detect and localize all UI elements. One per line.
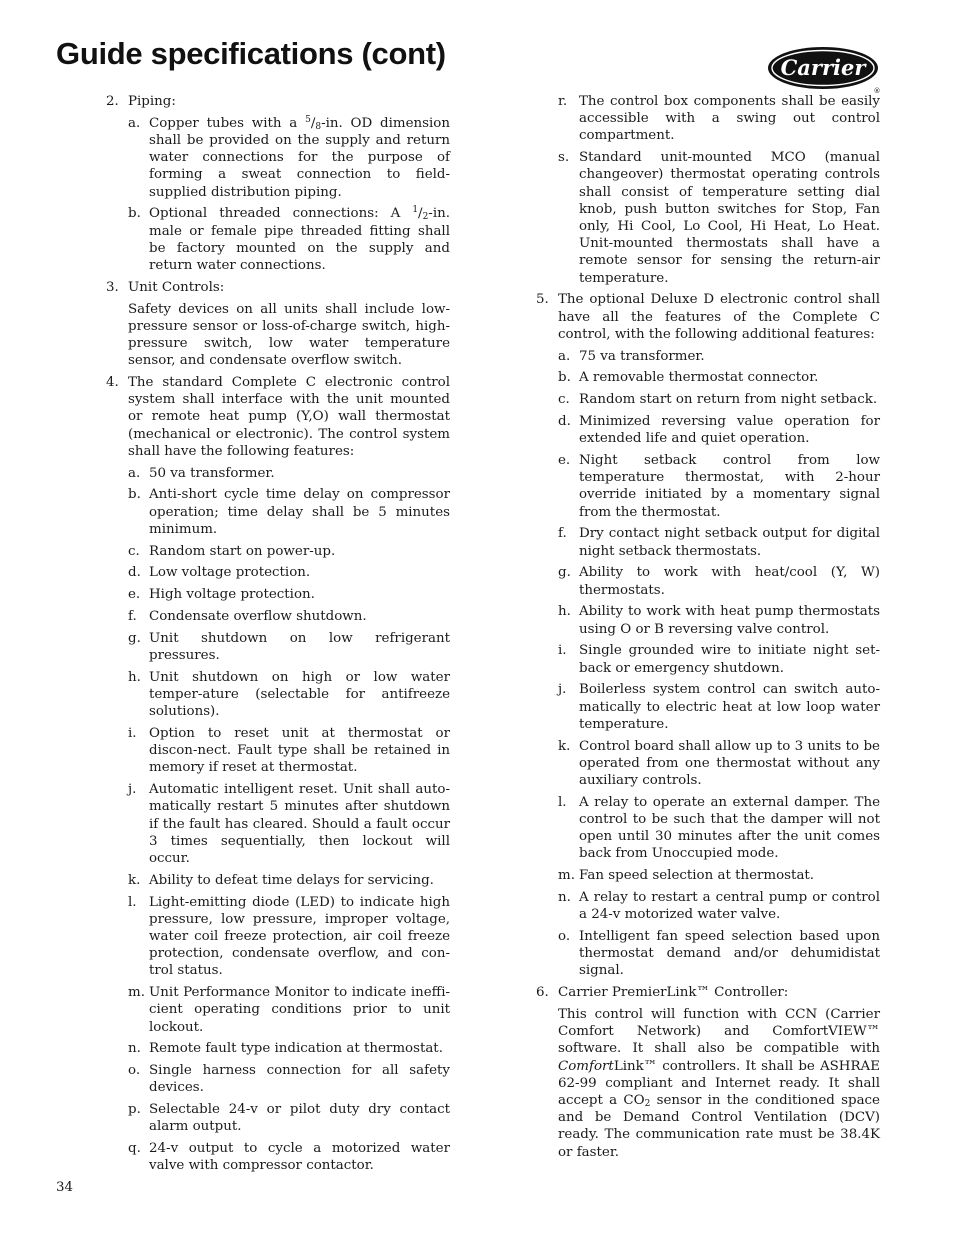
list-item: g. Ability to work with heat/cool (Y, W) thermostats. <box>558 565 880 598</box>
section-unit-controls <box>106 279 450 370</box>
list-item: a. 50 va transformer. <box>128 465 275 481</box>
section-complete-c <box>106 374 450 1175</box>
list-item: b. Optional threaded connections: A $^1/_2-in$. male or female pipe threaded fitting shall be factory mounted on the supply and return water connections. <box>128 205 450 274</box>
right-column <box>536 93 880 1165</box>
section-deluxe-d <box>536 291 880 979</box>
list-item: b. Anti-short cycle time delay on compressor operation; time delay shall be 5 minutes minimum. <box>128 487 450 537</box>
list-item: g. Unit shutdown on low refrigerant pressures. <box>128 630 450 664</box>
list-item: i. Option to reset unit at thermostat or discon-nect. Fault type shall be retained in memory if reset at thermostat. <box>128 726 450 776</box>
page-title: Guide specifications (cont) <box>56 36 446 71</box>
list-item: l. A relay to operate an external damper. The control to be such that the damper will not open until 30 minutes after the unit comes back from Unoccupied mode. <box>558 794 880 862</box>
page-number: 34 <box>56 1180 74 1195</box>
list-item: d. Low voltage protection. <box>128 565 311 581</box>
list-item: a. Copper tubes with a $^5/_8-in$. OD dimension shall be provided on the supply and return water connections for the purpose of forming a sweat connection to field-supplied distribution piping. <box>128 114 450 200</box>
list-item: s. Standard unit-mounted MCO (manual changeover) thermostat operating controls shall consist of temperature setting dial knob, push button switches for Stop, Fan only, Hi Cool, Lo Cool, Hi Heat, Lo Heat. Unit-mounted thermostats shall have a remote sensor for sensing the return-air temperature. <box>558 150 880 286</box>
section-number: 4. <box>106 375 119 391</box>
carrier-logo <box>767 46 883 94</box>
list-item: o. Single harness connection for all safety devices. <box>128 1063 450 1096</box>
section-paragraph: This control will function with CCN (Carrier Comfort Network) and ComfortVIEW™ software. It shall also be compatible with ComfortLink™ controllers. It shall be ASHRAE 62-99 compliant and Internet ready. It shall accept a $CO_2$ sensor in the conditioned space and be Demand Control Ventilation (DCV) ready. The communication rate must be 38.4K or faster. <box>558 1007 880 1160</box>
list-item: a. 75 va transformer. <box>558 348 705 364</box>
list-item: e. Night setback control from low temperature thermostat, with 2-hour override initiated by a momentary signal from the thermostat. <box>558 453 880 520</box>
list-item: m. Fan speed selection at thermostat. <box>558 868 815 884</box>
logo-wordmark: Carrier <box>780 55 866 80</box>
logo-registered-mark: ® <box>873 87 881 94</box>
list-item: n. Remote fault type indication at thermostat. <box>128 1041 443 1057</box>
list-item: q. 24-v output to cycle a motorized water valve with compressor contactor. <box>128 1141 450 1174</box>
list-item: i. Single grounded wire to initiate night set-back or emergency shutdown. <box>558 643 880 676</box>
list-item: h. Unit shutdown on high or low water temper-ature (selectable for antifreeze solutions). <box>128 669 450 720</box>
section-title: Unit Controls: <box>128 279 225 295</box>
list-item: c. Random start on power-up. <box>128 543 336 559</box>
list-item: f. Dry contact night setback output for digital night setback thermostats. <box>558 526 880 559</box>
section-title: Carrier PremierLink™ Controller: <box>558 985 789 1001</box>
section-intro: The optional Deluxe D electronic control shall have all the features of the Complete C control, with the following additional features: <box>558 292 880 342</box>
list-item: e. High voltage protection. <box>128 587 315 603</box>
section-number: 2. <box>106 94 119 109</box>
section-premierlink <box>536 984 880 1161</box>
section-piping <box>106 93 450 274</box>
left-column <box>106 93 450 1179</box>
section-number: 5. <box>536 292 549 308</box>
list-item: c. Random start on return from night setback. <box>558 392 878 408</box>
section-intro: The standard Complete C electronic control system shall interface with the unit mounted or remote heat pump (Y,O) wall thermostat (mechanical or electronic). The control system shall have the following features: <box>128 375 450 459</box>
list-item: f. Condensate overflow shutdown. <box>128 609 367 625</box>
list-item: k. Control board shall allow up to 3 units to be operated from one thermostat without any auxiliary controls. <box>558 738 880 789</box>
list-item: k. Ability to defeat time delays for servicing. <box>128 872 434 888</box>
list-item: n. A relay to restart a central pump or control a 24-v motorized water valve. <box>558 890 880 923</box>
list-item: o. Intelligent fan speed selection based upon thermostat demand and/or dehumidistat signal. <box>558 929 880 979</box>
list-item: r. The control box components shall be easily accessible with a swing out control compartment. <box>558 94 880 144</box>
list-item: d. Minimized reversing value operation for extended life and quiet operation. <box>558 414 880 447</box>
section-paragraph: Safety devices on all units shall include low-pressure sensor or loss-of-charge switch, high-pressure switch, low water temperature sensor, and condensate overflow switch. <box>128 301 450 369</box>
list-item: j. Automatic intelligent reset. Unit shall auto-matically restart 5 minutes after shutdown if the fault has cleared. Should a fault occur 3 times sequentially, then lockout will occur. <box>128 782 450 867</box>
section-title: Piping: <box>128 94 176 109</box>
list-item: l. Light-emitting diode (LED) to indicate high pressure, low pressure, improper voltage, water coil freeze protection, air coil freeze protection, condensate overflow, and con-trol status. <box>128 894 450 979</box>
list-item: j. Boilerless system control can switch auto-matically to electric heat at low loop water temperature. <box>558 682 880 732</box>
section-number: 3. <box>106 279 119 295</box>
list-item: p. Selectable 24-v or pilot duty dry contact alarm output. <box>128 1102 450 1135</box>
section-number: 6. <box>536 985 549 1001</box>
list-item: m. Unit Performance Monitor to indicate ineffi-cient operating conditions prior to unit lockout. <box>128 985 450 1035</box>
list-item: b. A removable thermostat connector. <box>558 370 819 386</box>
list-item: h. Ability to work with heat pump thermostats using O or B reversing valve control. <box>558 604 880 637</box>
